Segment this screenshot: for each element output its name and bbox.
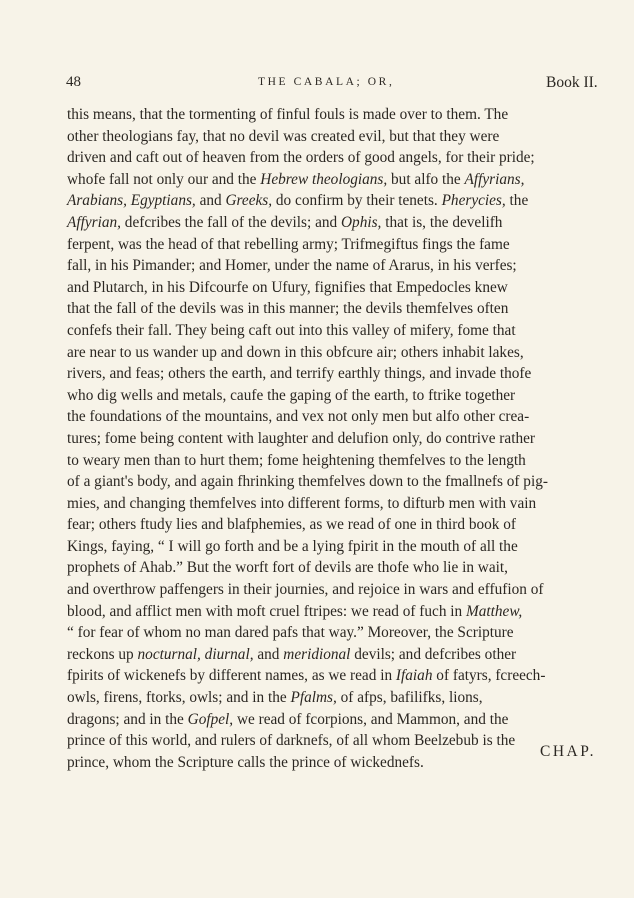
text-line (67, 579, 607, 601)
text-line (67, 752, 607, 774)
text-line (67, 212, 607, 234)
text-line (67, 190, 607, 212)
text-line (67, 450, 607, 472)
text-segment: do confirm by their tenets. (272, 192, 442, 210)
text-segment: the foundations of the mountains, and vex not only men but alfo other crea- (67, 408, 530, 426)
text-segment: confefs their fall. They being caft out into this valley of mifery, fome that (67, 321, 516, 339)
text-line (67, 471, 607, 493)
italic-text: Affyrian, (67, 213, 121, 231)
text-segment: that is, the develifh (381, 213, 503, 231)
italic-text: Affyrians, (464, 170, 525, 188)
text-segment: dragons; and in the (67, 710, 188, 728)
italic-text: Ophis, (341, 213, 382, 231)
text-line (67, 277, 607, 299)
text-segment: Kings, faying, “ I will go forth and be a lying fpirit in the mouth of all the (67, 537, 518, 555)
text-segment: prince, whom the Scripture calls the prince of wickednefs. (67, 753, 424, 771)
text-line (67, 665, 607, 687)
italic-text: Matthew, (466, 602, 523, 620)
text-segment: the (505, 192, 529, 210)
text-segment: ferpent, was the head of that rebelling army; Trifmegiftus fings the fame (67, 235, 510, 253)
text-segment: fear; others ftudy lies and blafphemies, as we read of one in third book of (67, 516, 516, 534)
text-segment: “ for fear of whom no man dared pafs that way.” Moreover, the Scripture (67, 624, 514, 642)
text-segment: are near to us wander up and down in this obfcure air; others inhabit lakes, (67, 343, 524, 361)
book-label: Book II. (546, 74, 598, 91)
text-line (67, 298, 607, 320)
text-line (67, 730, 607, 752)
text-line (67, 428, 607, 450)
text-segment: driven and caft out of heaven from the orders of good angels, for their pride; (67, 149, 535, 167)
italic-text: nocturnal, diurnal, (137, 645, 254, 663)
italic-text: Pfalms, (290, 689, 337, 707)
text-segment: of a giant's body, and again fhrinking themfelves down to the fmallnefs of pig- (67, 473, 548, 491)
text-segment: we read of fcorpions, and Mammon, and the (233, 710, 509, 728)
text-line (67, 622, 607, 644)
italic-text: Hebrew theologians, (260, 170, 388, 188)
text-segment: of afps, bafilifks, lions, (336, 689, 483, 707)
text-line (67, 104, 607, 126)
italic-text: Arabians, Egyptians, (67, 192, 196, 210)
body-text (67, 104, 607, 773)
text-line (67, 342, 607, 364)
text-line (67, 320, 607, 342)
text-segment: and (253, 645, 284, 663)
italic-text: Pherycies, (441, 192, 506, 210)
text-line (67, 147, 607, 169)
italic-text: Gofpel, (187, 710, 234, 728)
text-segment: reckons up (67, 645, 138, 663)
text-segment: but alfo the (387, 170, 465, 188)
text-segment: defcribes the fall of the devils; and (120, 213, 341, 231)
text-segment: that the fall of the devils was in this manner; the devils themfelves often (67, 300, 509, 318)
text-line (67, 687, 607, 709)
text-segment: blood, and afflict men with moft cruel ftripes: we read of fuch in (67, 602, 467, 620)
text-segment: other theologians fay, that no devil was created evil, but that they were (67, 127, 500, 145)
text-line (67, 601, 607, 623)
page-number: 48 (66, 74, 81, 90)
text-segment: whofe fall not only our and the (67, 170, 261, 188)
text-line (67, 385, 607, 407)
text-segment: to weary men than to hurt them; fome heightening themfelves to the length (67, 451, 526, 469)
text-segment: fpirits of wickenefs by different names, as we read in (67, 667, 396, 685)
italic-text: Greeks, (225, 192, 273, 210)
text-line (67, 557, 607, 579)
text-segment: and Plutarch, in his Difcourfe on Ufury, fignifies that Empedocles knew (67, 278, 508, 296)
text-segment: prince of this world, and rulers of darknefs, of all whom Beelzebub is the (67, 732, 516, 750)
text-segment: who dig wells and metals, caufe the gaping of the earth, to ftrike together (67, 386, 516, 404)
text-line (67, 493, 607, 515)
running-title: THE CABALA; OR, (258, 76, 395, 88)
text-line (67, 169, 607, 191)
italic-text: Ifaiah (395, 667, 433, 685)
text-segment: this means, that the tormenting of finful fouls is made over to them. The (67, 106, 509, 123)
text-segment: owls, firens, ftorks, owls; and in the (67, 689, 291, 707)
italic-text: meridional (283, 645, 351, 663)
running-head (0, 74, 634, 94)
text-segment: tures; fome being content with laughter and delufion only, do contrive rather (67, 429, 535, 447)
text-segment: and overthrow paffengers in their journies, and rejoice in wars and effufion of (67, 581, 544, 599)
catchword: CHAP. (540, 743, 597, 760)
text-line (67, 255, 607, 277)
text-line (67, 514, 607, 536)
text-segment: rivers, and feas; others the earth, and terrify earthly things, and invade thofe (67, 365, 532, 383)
text-line (67, 406, 607, 428)
text-line (67, 644, 607, 666)
text-line (67, 709, 607, 731)
text-segment: and (195, 192, 226, 210)
text-line (67, 126, 607, 148)
text-segment: of fatyrs, fcreech- (432, 667, 546, 685)
text-line (67, 363, 607, 385)
text-segment: prophets of Ahab.” But the worft fort of devils are thofe who lie in wait, (67, 559, 508, 577)
text-line (67, 536, 607, 558)
text-segment: fall, in his Pimander; and Homer, under the name of Ararus, in his verfes; (67, 257, 517, 275)
text-line (67, 234, 607, 256)
text-segment: devils; and defcribes other (350, 645, 517, 663)
text-segment: mies, and changing themfelves into different forms, to difturb men with vain (67, 494, 537, 512)
